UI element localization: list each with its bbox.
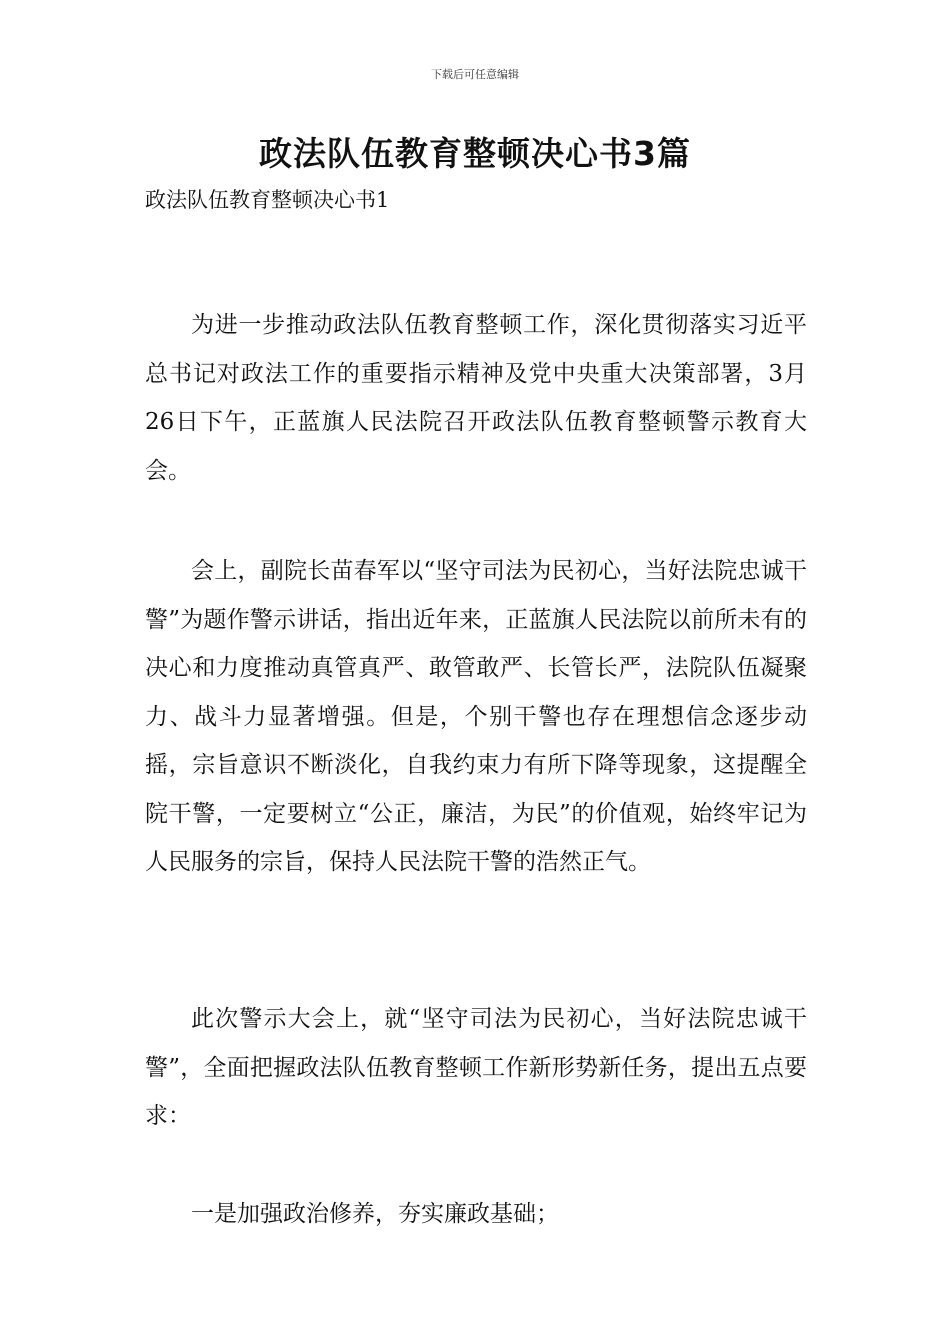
paragraph-2: 会上，副院长苗春军以“坚守司法为民初心，当好法院忠诚干警”为题作警示讲话，指出近年来，正蓝旗人民法院以前所未有的决心和力度推动真管真严、敢管敢严、长管长严，法院队伍凝聚力、战斗力显著增强。但是，个别干警也存在理想信念逐步动摇，宗旨意识不断淡化，自我约束力有所下降等现象，这提醒全院干警，一定要树立“公正，廉洁，为民”的价值观，始终牢记为人民服务的宗旨，保持人民法院干警的浩然正气。 bbox=[145, 558, 807, 875]
header-note: 下载后可任意编辑 bbox=[431, 68, 519, 81]
document-title: 政法队伍教育整顿决心书3篇 bbox=[259, 134, 691, 173]
paragraph-4: 一是加强政治修养，夯实廉政基础； bbox=[191, 1201, 559, 1227]
paragraph-1: 为进一步推动政法队伍教育整顿工作，深化贯彻落实习近平总书记对政法工作的重要指示精神及党中央重大决策部署，3月26日下午，正蓝旗人民法院召开政法队伍教育整顿警示教育大会。 bbox=[145, 312, 807, 484]
paragraph-3: 此次警示大会上，就“坚守司法为民初心，当好法院忠诚干警”，全面把握政法队伍教育整顿工作新形势新任务，提出五点要求： bbox=[145, 1006, 807, 1129]
section-subtitle: 政法队伍教育整顿决心书1 bbox=[145, 188, 390, 212]
